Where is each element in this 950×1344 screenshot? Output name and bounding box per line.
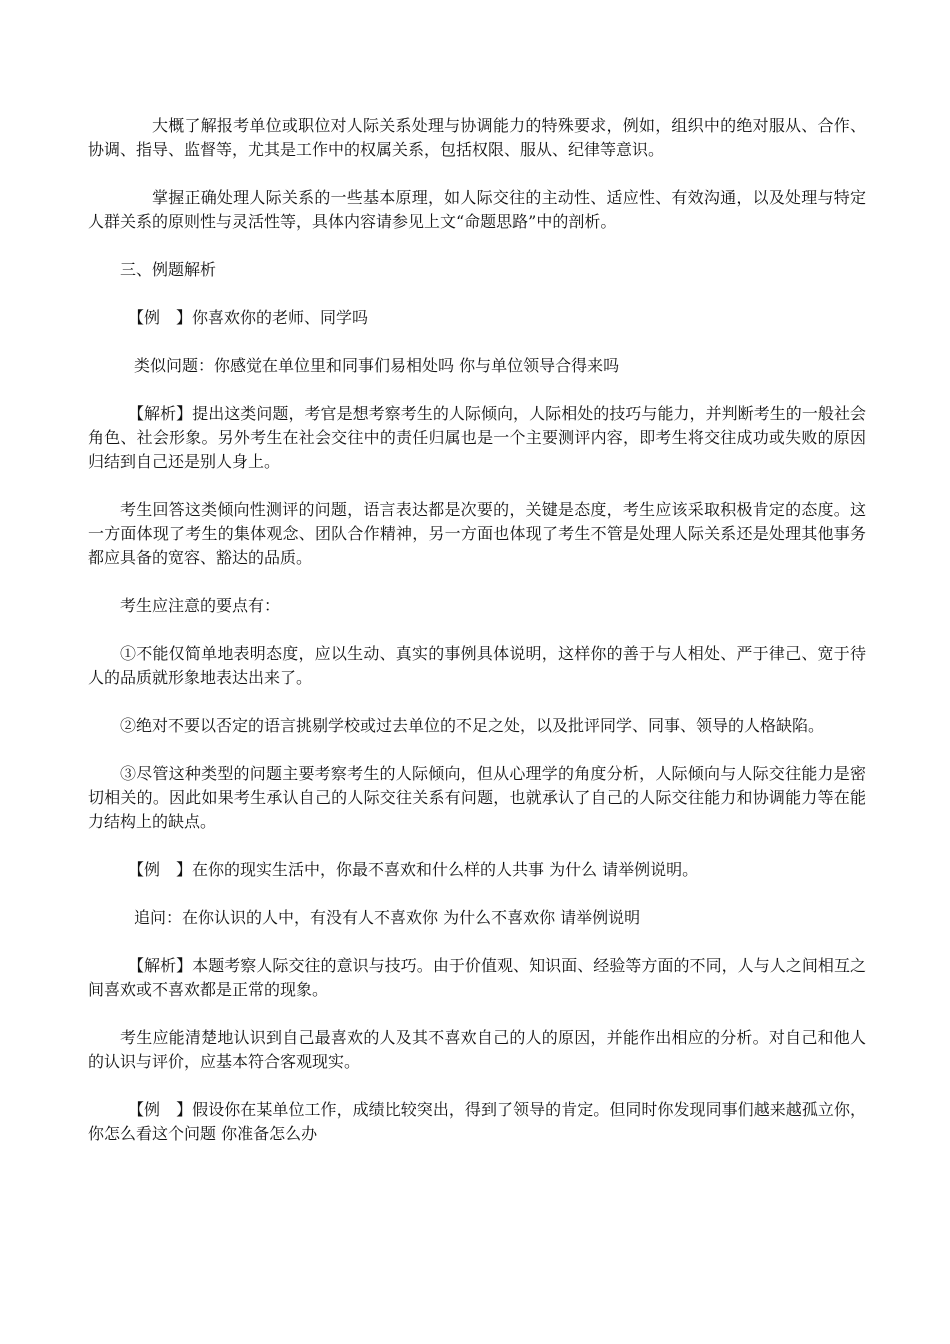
paragraph-requirements: 大概了解报考单位或职位对人际关系处理与协调能力的特殊要求，例如，组织中的绝对服从、合作、协调、指导、监督等，尤其是工作中的权属关系，包括权限、服从、纪律等意识。 xyxy=(88,116,866,159)
analysis-2-guidance: 考生应能清楚地认识到自己最喜欢的人及其不喜欢自己的人的原因，并能作出相应的分析。对自己和他人的认识与评价，应基本符合客观现实。 xyxy=(88,1028,866,1071)
section-heading: 三、例题解析 xyxy=(120,260,217,279)
example-question-2: 【例 】在你的现实生活中，你最不喜欢和什么样的人共事 为什么 请举例说明。 xyxy=(128,860,699,879)
key-point-1: ①不能仅简单地表明态度，应以生动、真实的事例具体说明，这样你的善于与人相处、严于律己、宽于待人的品质就形象地表达出来了。 xyxy=(88,644,866,687)
key-point-3: ③尽管这种类型的问题主要考察考生的人际倾向，但从心理学的角度分析，人际倾向与人际交往能力是密切相关的。因此如果考生承认自己的人际交往关系有问题，也就承认了自己的人际交往能力和协调能力等在能力结构上的缺点。 xyxy=(88,764,866,831)
document-body xyxy=(88,114,866,1170)
key-points-heading: 考生应注意的要点有： xyxy=(120,596,281,615)
analysis-1: 【解析】提出这类问题，考官是想考察考生的人际倾向，人际相处的技巧与能力，并判断考生的一般社会角色、社会形象。另外考生在社会交往中的责任归属也是一个主要测评内容，即考生将交往成功或失败的原因归结到自己还是别人身上。 xyxy=(88,404,866,471)
analysis-2: 【解析】本题考察人际交往的意识与技巧。由于价值观、知识面、经验等方面的不同，人与人之间相互之间喜欢或不喜欢都是正常的现象。 xyxy=(88,956,866,999)
key-point-2: ②绝对不要以否定的语言挑剔学校或过去单位的不足之处，以及批评同学、同事、领导的人格缺陷。 xyxy=(120,716,825,735)
similar-question-1: 类似问题：你感觉在单位里和同事们易相处吗 你与单位领导合得来吗 xyxy=(134,356,620,375)
example-question-1: 【例 】你喜欢你的老师、同学吗 xyxy=(128,308,369,327)
follow-up-question-2: 追问：在你认识的人中，有没有人不喜欢你 为什么不喜欢你 请举例说明 xyxy=(134,908,641,927)
analysis-1-attitude: 考生回答这类倾向性测评的问题，语言表达都是次要的，关键是态度，考生应该采取积极肯定的态度。这一方面体现了考生的集体观念、团队合作精神，另一方面也体现了考生不管是处理人际关系还是处理其他事务都应具备的宽容、豁达的品质。 xyxy=(88,500,866,567)
example-question-3: 【例 】假设你在某单位工作，成绩比较突出，得到了领导的肯定。但同时你发现同事们越来越孤立你，你怎么看这个问题 你准备怎么办 xyxy=(88,1100,866,1143)
paragraph-principles: 掌握正确处理人际关系的一些基本原理，如人际交往的主动性、适应性、有效沟通，以及处理与特定人群关系的原则性与灵活性等，具体内容请参见上文“命题思路”中的剖析。 xyxy=(88,188,866,231)
